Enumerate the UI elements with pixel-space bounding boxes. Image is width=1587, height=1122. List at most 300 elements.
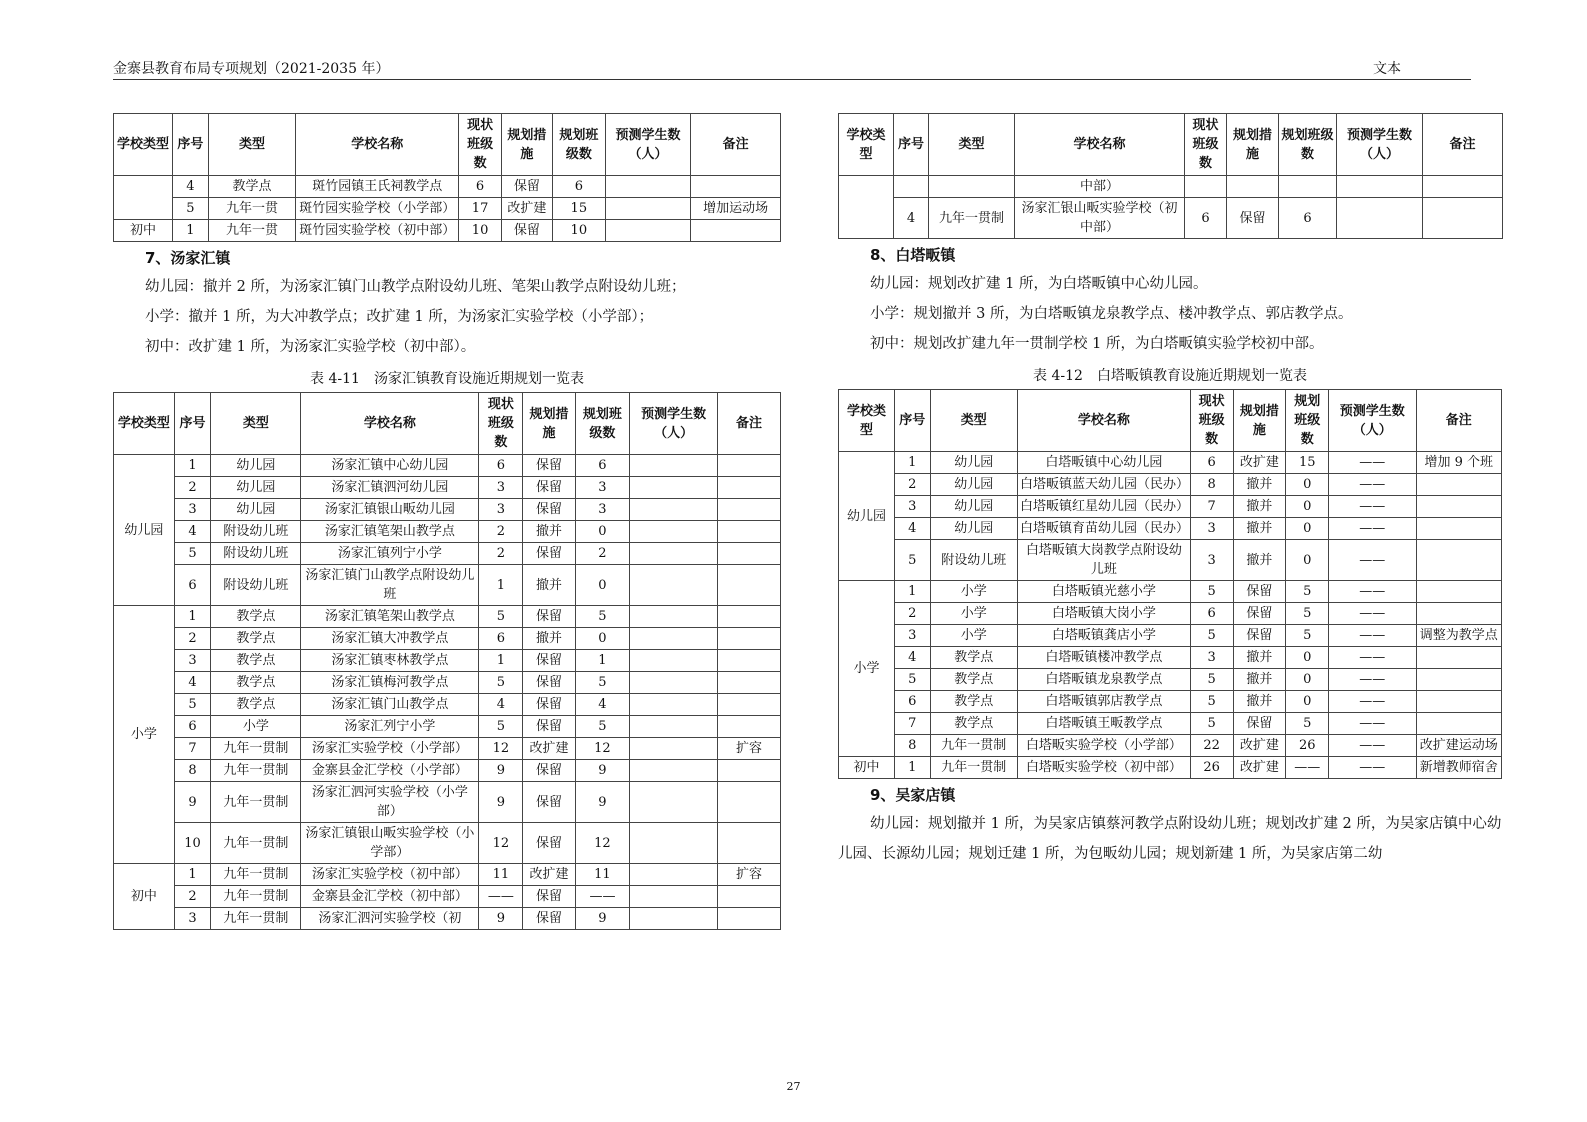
paragraph: 小学：规划撤并 3 所，为白塔畈镇龙泉教学点、楼冲教学点、郭店教学点。 [870,306,1353,322]
table-caption: 表 4-11 汤家汇镇教育设施近期规划一览表 [310,371,584,387]
table-cell [718,886,781,908]
table-cell: 改扩建 [1233,452,1286,474]
table-cell [718,650,781,672]
table-row [839,713,1502,735]
right-column [838,113,1502,869]
table-cell: 5 [575,716,629,738]
table-cell: 1 [174,455,211,477]
column-header: 现状班级数 [1190,390,1233,452]
table-cell: 9 [479,782,523,823]
table-cell: 保留 [523,650,575,672]
table-cell: 白塔畈镇龚店小学 [1017,625,1190,647]
table-cell: 白塔畈镇大岗小学 [1017,603,1190,625]
page-header-title: 金寨县教育布局专项规划（2021-2035 年） [113,61,390,77]
table-row [114,782,781,823]
table-cell: 改扩建 [1233,735,1286,757]
column-header: 学校类型 [114,114,173,176]
table-cell: 保留 [1233,603,1286,625]
column-header: 序号 [173,114,209,176]
table-cell: 教学点 [211,650,301,672]
table-cell: 5 [894,540,930,581]
table-cell: 白塔畈镇中心幼儿园 [1017,452,1190,474]
table-cell: 10 [552,220,605,242]
table-cell: 汤家汇镇门山教学点 [301,694,479,716]
table-cell: 附设幼儿班 [211,565,301,606]
table-cell: 白塔畈镇光慈小学 [1017,581,1190,603]
table-cell: 撤并 [1233,518,1286,540]
table-cell: 6 [174,565,211,606]
table-cell: 11 [575,864,629,886]
table-cell: 保留 [523,886,575,908]
table-row [114,521,781,543]
table-header-row [114,393,781,455]
table-cell: 17 [459,198,502,220]
table-cell: 2 [174,628,211,650]
table-cell: 6 [575,455,629,477]
table-cell: 教学点 [930,647,1017,669]
table-cell: 5 [575,606,629,628]
school-type-cell [839,176,894,239]
column-header: 规划措施 [501,114,552,176]
table-cell: 9 [575,760,629,782]
table-cell: 教学点 [211,606,301,628]
table-cell: 10 [459,220,502,242]
table-cell: 汤家汇镇笔架山教学点 [301,521,479,543]
table-caption: 表 4-12 白塔畈镇教育设施近期规划一览表 [1033,368,1307,384]
table-cell: 小学 [211,716,301,738]
table-cell: 汤家汇镇银山畈实验学校（小学部） [301,823,479,864]
table-cell: 汤家汇泗河实验学校（小学部） [301,782,479,823]
table-cell: 9 [479,908,523,930]
table-cell: 九年一贯制 [211,760,301,782]
table-row [114,908,781,930]
table-cell: 1 [174,606,211,628]
column-header: 规划班级数 [575,393,629,455]
table-cell: 6 [1190,603,1233,625]
table-cell: 2 [479,543,523,565]
data-table-4-11 [113,392,781,930]
table-cell: 3 [174,650,211,672]
table-cell: 汤家汇镇大冲教学点 [301,628,479,650]
table-cell: 12 [575,823,629,864]
table-row [114,565,781,606]
table-cell: 0 [1286,518,1329,540]
table-cell: 3 [1190,540,1233,581]
table-cell: 6 [894,691,930,713]
table-cell: 九年一贯制 [929,198,1015,239]
table-cell: 2 [894,603,930,625]
table-cell: 5 [1286,581,1329,603]
table-cell [1227,176,1279,198]
table-cell: 5 [1286,625,1329,647]
table-row [839,735,1502,757]
table-row [114,198,781,220]
table-cell: 5 [1190,691,1233,713]
table-cell: 1 [173,220,209,242]
table-cell: 斑竹园镇王氏祠教学点 [296,176,459,198]
table-cell: 8 [894,735,930,757]
table-cell: 12 [479,738,523,760]
table-cell: 教学点 [211,672,301,694]
table-cell [718,908,781,930]
column-header: 学校类型 [114,393,175,455]
table-cell [1416,691,1501,713]
column-header: 现状班级数 [479,393,523,455]
table-cell: 7 [894,713,930,735]
table-cell: 幼儿园 [211,455,301,477]
section-title: 7、汤家汇镇 [145,249,231,267]
table-cell [718,606,781,628]
table-cell: 调整为教学点 [1416,625,1501,647]
table-cell: 撤并 [1233,496,1286,518]
table-cell [1416,603,1501,625]
table-cell: 保留 [523,716,575,738]
table-row [114,760,781,782]
table-row [114,499,781,521]
table-cell: 保留 [501,176,552,198]
table-cell: 6 [552,176,605,198]
table-row [114,176,781,198]
table-cell [1337,176,1423,198]
table-cell: 2 [174,886,211,908]
table-cell: 6 [479,455,523,477]
column-header: 学校名称 [296,114,459,176]
table-cell: 汤家汇列宁小学 [301,716,479,738]
table-cell [1337,198,1423,239]
table-cell [718,455,781,477]
table-header-row [839,114,1503,176]
table-row [114,738,781,760]
table-cell: 撤并 [1233,691,1286,713]
table-cell: 4 [575,694,629,716]
table-cell: 白塔畈镇龙泉教学点 [1017,669,1190,691]
column-header: 规划措施 [523,393,575,455]
table-cell: 白塔畈镇蓝天幼儿园（民办） [1017,474,1190,496]
section-title: 9、吴家店镇 [870,786,956,804]
column-header: 规划措施 [1227,114,1279,176]
table-cell: 6 [1190,452,1233,474]
table-cell: 九年一贯制 [211,823,301,864]
table-cell [630,628,718,650]
table-row [839,452,1502,474]
table-cell: 5 [1190,713,1233,735]
table-row [114,672,781,694]
table-cell: 撤并 [1233,669,1286,691]
table-cell: 白塔畈镇王畈教学点 [1017,713,1190,735]
column-header: 现状班级数 [1185,114,1227,176]
table-row [839,540,1502,581]
table-cell: 5 [1190,625,1233,647]
table-row [839,581,1502,603]
table-cell: 10 [174,823,211,864]
table-cell: 8 [174,760,211,782]
table-cell: 金寨县金汇学校（小学部） [301,760,479,782]
table-cell: 26 [1286,735,1329,757]
table-cell: 幼儿园 [211,477,301,499]
table-cell: 汤家汇镇银山畈幼儿园 [301,499,479,521]
table-cell: 0 [1286,647,1329,669]
table-cell: 保留 [1233,581,1286,603]
continued-table-left [113,113,781,242]
table-cell [630,565,718,606]
table-cell: 小学 [930,603,1017,625]
table-cell [718,477,781,499]
table-header-row [114,114,781,176]
table-cell: 九年一贯制 [211,886,301,908]
table-cell: 1 [894,581,930,603]
table-cell [630,782,718,823]
table-cell: 9 [479,760,523,782]
table-cell: 九年一贯 [208,198,296,220]
table-row [839,518,1502,540]
school-type-cell: 初中 [839,757,895,779]
table-cell: 保留 [523,477,575,499]
table-cell: —— [1329,540,1416,581]
table-cell: —— [1329,757,1416,779]
table-row [839,176,1503,198]
table-cell: 4 [173,176,209,198]
table-cell: 增加 9 个班 [1416,452,1501,474]
table-cell: 白塔畈镇育苗幼儿园（民办） [1017,518,1190,540]
table-cell: 5 [1286,603,1329,625]
column-header: 学校名称 [1015,114,1185,176]
table-row [114,455,781,477]
table-cell [1279,176,1337,198]
table-cell: 九年一贯制 [211,738,301,760]
table-cell: 0 [575,521,629,543]
table-cell: 保留 [523,455,575,477]
table-cell: 5 [173,198,209,220]
column-header: 规划班级数 [1279,114,1337,176]
table-row [114,694,781,716]
table-cell: 改扩建 [501,198,552,220]
table-cell: 3 [174,499,211,521]
table-cell: 汤家汇泗河实验学校（初 [301,908,479,930]
table-cell: 3 [1190,647,1233,669]
table-cell: 保留 [523,499,575,521]
table-cell: 新增教师宿舍 [1416,757,1501,779]
table-cell: —— [1329,647,1416,669]
table-cell [605,220,691,242]
column-header: 备注 [691,114,781,176]
table-cell: 汤家汇镇门山教学点附设幼儿班 [301,565,479,606]
table-cell: 九年一贯制 [930,757,1017,779]
column-header: 规划班级数 [1286,390,1329,452]
table-row [114,650,781,672]
table-cell [1185,176,1227,198]
table-cell: 保留 [523,672,575,694]
table-cell: 5 [894,669,930,691]
table-cell: 保留 [523,606,575,628]
table-cell: 4 [894,518,930,540]
table-cell: 增加运动场 [691,198,781,220]
table-cell [630,908,718,930]
table-cell: 0 [1286,691,1329,713]
table-cell: 5 [479,606,523,628]
column-header: 规划班级数 [552,114,605,176]
table-cell: 5 [1286,713,1329,735]
header-rule [113,79,1471,80]
column-header: 类型 [930,390,1017,452]
table-cell [718,521,781,543]
table-cell: 汤家汇实验学校（小学部） [301,738,479,760]
table-cell: 教学点 [208,176,296,198]
table-cell: 白塔畈镇楼冲教学点 [1017,647,1190,669]
column-header: 预测学生数（人） [630,393,718,455]
table-cell [1416,518,1501,540]
table-cell: 1 [894,757,930,779]
table-cell [630,886,718,908]
table-cell: 2 [479,521,523,543]
table-header-row [839,390,1502,452]
table-cell: —— [1329,518,1416,540]
table-cell [630,606,718,628]
table-cell [1416,669,1501,691]
column-header: 预测学生数（人） [1329,390,1416,452]
table-cell [1416,647,1501,669]
table-cell: 撤并 [1233,540,1286,581]
table-cell [718,760,781,782]
table-cell: 中部） [1015,176,1185,198]
table-cell: 6 [174,716,211,738]
table-cell: —— [1329,603,1416,625]
table-cell: 扩容 [718,738,781,760]
table-cell: 2 [894,474,930,496]
table-cell: 保留 [501,220,552,242]
school-type-cell [114,176,173,220]
table-cell [718,716,781,738]
column-header: 预测学生数（人） [605,114,691,176]
table-cell: 0 [1286,474,1329,496]
school-type-cell: 小学 [114,606,175,864]
table-cell: 8 [1190,474,1233,496]
table-cell: —— [1286,757,1329,779]
table-cell: 5 [1190,581,1233,603]
table-cell: 1 [894,452,930,474]
table-cell: 3 [1190,518,1233,540]
column-header: 规划措施 [1233,390,1286,452]
table-cell [1416,496,1501,518]
table-cell [630,521,718,543]
paragraph: 幼儿园：撤并 2 所，为汤家汇镇门山教学点附设幼儿班、笔架山教学点附设幼儿班； [145,279,686,295]
table-cell: 教学点 [930,691,1017,713]
table-cell: 汤家汇银山畈实验学校（初中部） [1015,198,1185,239]
table-cell: 汤家汇镇中心幼儿园 [301,455,479,477]
table-cell: 教学点 [930,713,1017,735]
page-number: 27 [786,1080,801,1093]
table-cell: 幼儿园 [211,499,301,521]
table-cell: 3 [894,625,930,647]
table-cell [630,477,718,499]
table-cell: —— [479,886,523,908]
table-cell: 4 [174,521,211,543]
column-header: 学校名称 [1017,390,1190,452]
table-cell: —— [1329,669,1416,691]
table-cell [718,499,781,521]
paragraph: 幼儿园：规划撤并 1 所，为吴家店镇蔡河教学点附设幼儿班；规划改扩建 2 所，为吴家店镇中心幼儿园、长源幼儿园；规划迁建 1 所，为包畈幼儿园；规划新建 1 所，为吴家店第二幼 [838,816,1502,862]
school-type-cell: 小学 [839,581,895,757]
table-cell: 九年一贯制 [211,908,301,930]
page-header-label: 文本 [1373,61,1401,77]
table-cell: 保留 [523,823,575,864]
table-cell: 15 [552,198,605,220]
table-cell: 小学 [930,581,1017,603]
left-column [113,113,781,930]
table-cell: 九年一贯制 [930,735,1017,757]
table-cell: 7 [1190,496,1233,518]
table-cell: 白塔畈镇红星幼儿园（民办） [1017,496,1190,518]
column-header: 类型 [208,114,296,176]
table-cell: 保留 [523,782,575,823]
table-cell: 幼儿园 [930,474,1017,496]
paragraph: 小学：撤并 1 所，为大冲教学点；改扩建 1 所，为汤家汇实验学校（小学部）； [145,309,654,325]
table-cell: 小学 [930,625,1017,647]
table-cell: —— [1329,474,1416,496]
table-cell: 保留 [1227,198,1279,239]
table-row [114,716,781,738]
table-cell: 6 [1279,198,1337,239]
table-cell [929,176,1015,198]
table-cell [691,176,781,198]
table-cell: 0 [1286,496,1329,518]
column-header: 学校名称 [301,393,479,455]
school-type-cell: 初中 [114,864,175,930]
table-cell: 撤并 [523,565,575,606]
table-cell: 教学点 [211,694,301,716]
table-cell: 6 [479,628,523,650]
table-cell: 保留 [523,694,575,716]
table-cell [894,176,929,198]
table-cell: 3 [575,499,629,521]
table-cell [630,543,718,565]
paragraph: 初中：改扩建 1 所，为汤家汇实验学校（初中部）。 [145,339,476,355]
table-cell: 12 [479,823,523,864]
table-cell: 3 [174,908,211,930]
table-row [114,823,781,864]
table-cell [718,628,781,650]
table-row [839,603,1502,625]
table-row [839,198,1503,239]
table-cell: —— [1329,713,1416,735]
table-cell [605,198,691,220]
table-cell: 幼儿园 [930,496,1017,518]
table-cell: 斑竹园实验学校（初中部） [296,220,459,242]
table-cell: 汤家汇镇笔架山教学点 [301,606,479,628]
table-cell: 白塔畈实验学校（初中部） [1017,757,1190,779]
table-cell: 九年一贯 [208,220,296,242]
table-cell [691,220,781,242]
table-cell [630,694,718,716]
table-cell: —— [1329,496,1416,518]
column-header: 备注 [1416,390,1501,452]
table-cell [630,455,718,477]
table-cell: 7 [174,738,211,760]
column-header: 序号 [894,114,929,176]
table-cell [630,499,718,521]
table-cell: 1 [575,650,629,672]
table-cell: 12 [575,738,629,760]
table-cell [630,650,718,672]
table-cell: 1 [479,565,523,606]
table-cell: 5 [479,672,523,694]
table-cell: 改扩建 [1233,757,1286,779]
table-cell: 保留 [523,760,575,782]
column-header: 预测学生数（人） [1337,114,1423,176]
table-row [839,496,1502,518]
table-cell: 0 [575,628,629,650]
continued-table-right [838,113,1503,239]
table-cell: —— [1329,581,1416,603]
